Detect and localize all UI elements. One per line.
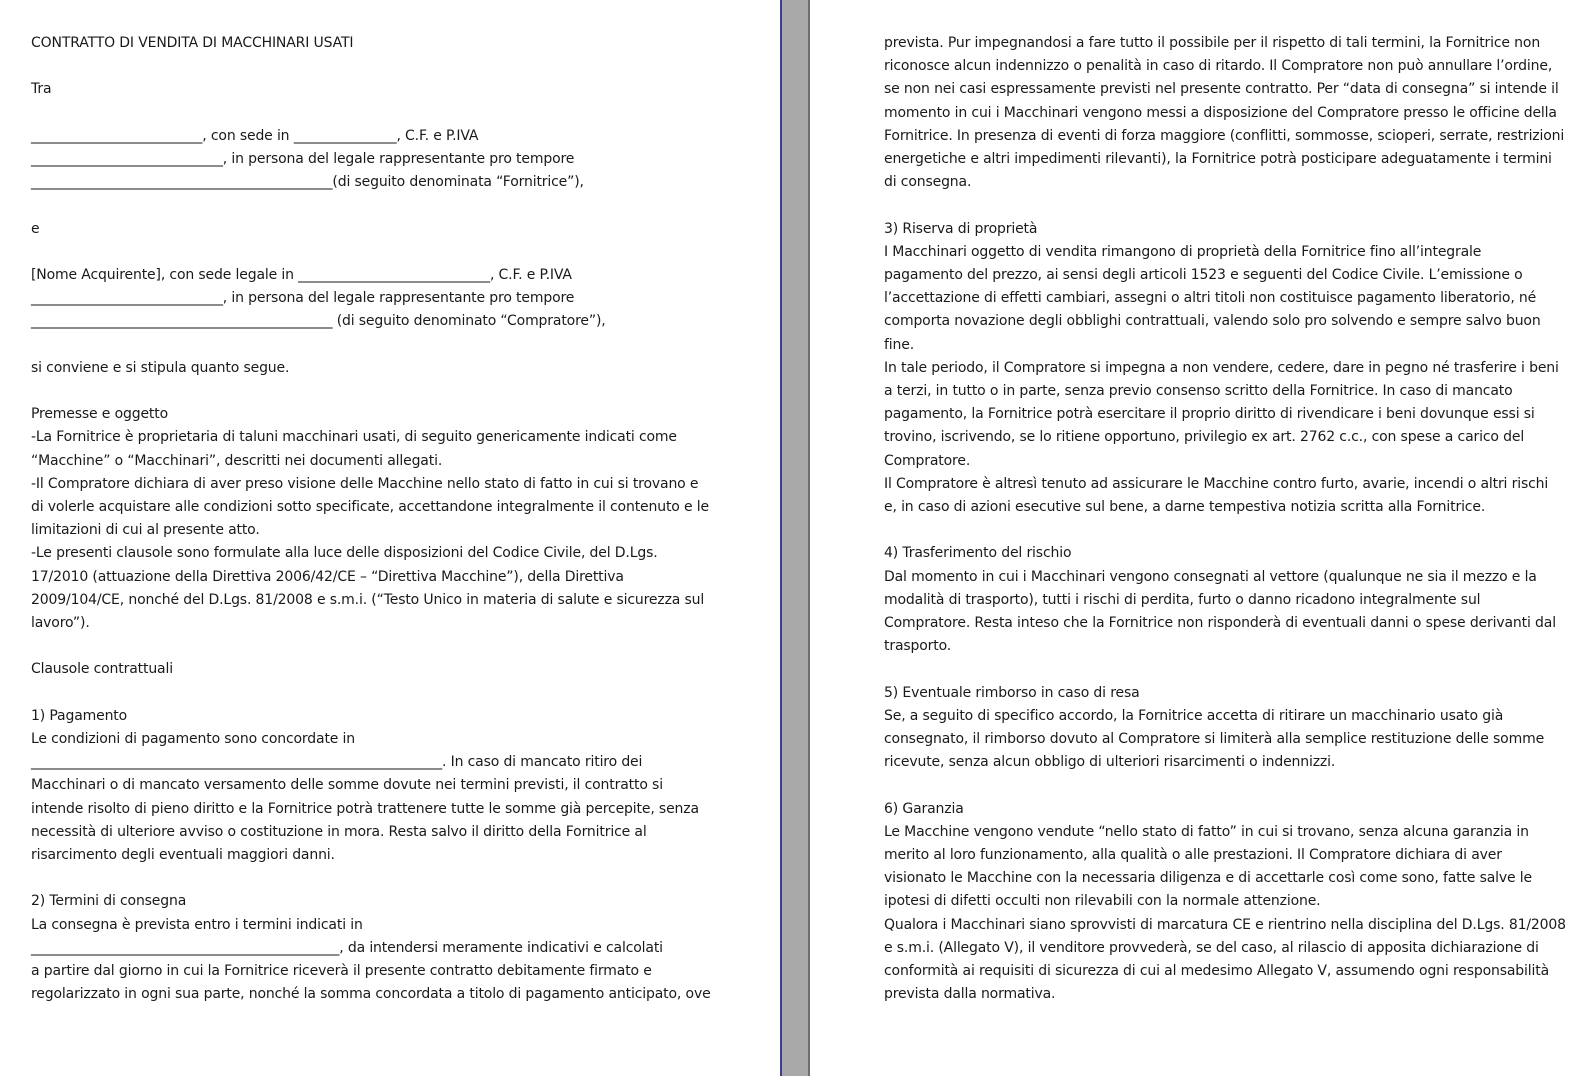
text-line: pagamento del prezzo, ai sensi degli articoli 1523 e seguenti del Codice Civile. L’emissione o	[884, 267, 1523, 283]
text-line: Clausole contrattuali	[31, 661, 173, 678]
text-line: _____________________________________________, da intendersi meramente indicativi e calcolati	[31, 939, 663, 956]
text-line: a terzi, in tutto o in parte, senza previo consenso scritto della Fornitrice. In caso di mancato	[884, 383, 1513, 399]
text-line: regolarizzato in ogni sua parte, nonché la somma concordata a titolo di pagamento anticipato, ove	[31, 986, 711, 1003]
text-line: Tra	[31, 81, 52, 98]
document-page-left	[0, 0, 780, 1076]
text-line: limitazioni di cui al presente atto.	[31, 522, 260, 539]
text-line: 1) Pagamento	[31, 707, 128, 724]
text-line: Qualora i Macchinari siano sprovvisti di marcatura CE e rientrino nella disciplina del D.Lgs. 81/2008	[884, 916, 1566, 933]
text-line: Le condizioni di pagamento sono concordate in	[31, 731, 356, 747]
text-line: 2) Termini di consegna	[31, 893, 187, 910]
text-line: Fornitrice. In presenza di eventi di forza maggiore (conflitti, sommosse, scioperi, serrate, restrizioni	[884, 127, 1565, 144]
text-line: se non nei casi espressamente previsti nel presente contratto. Per “data di consegna” si intende il	[884, 81, 1559, 98]
text-line: La consegna è prevista entro i termini indicati in	[31, 916, 363, 933]
text-line: lavoro”).	[31, 615, 90, 631]
text-line: energetiche e altri impedimenti rilevanti), la Fornitrice potrà posticipare adeguatamente i termini	[884, 151, 1552, 167]
text-line: ____________________________________________________________. In caso di mancato ritiro dei	[31, 754, 643, 771]
text-line: visionato le Macchine con la necessaria diligenza e di accettarle così come sono, fatte salve le	[884, 870, 1533, 887]
text-line: Compratore.	[884, 452, 971, 469]
text-line: modalità di trasporto), tutti i rischi di perdita, furto o danno ricadono integralmente sul	[884, 591, 1481, 608]
text-line: -La Fornitrice è proprietaria di taluni macchinari usati, di seguito genericamente indicati come	[31, 429, 677, 446]
text-line: CONTRATTO DI VENDITA DI MACCHINARI USATI	[31, 35, 354, 51]
text-line: 3) Riserva di proprietà	[884, 220, 1038, 237]
text-line: di consegna.	[884, 174, 972, 191]
text-line: Macchinari o di mancato versamento delle somme dovute nei termini previsti, il contratto si	[31, 777, 663, 794]
page-gutter	[780, 0, 810, 1076]
text-line: riconosce alcun indennizzo o penalità in caso di ritardo. Il Compratore non può annullare l’ordine,	[884, 58, 1553, 75]
text-line: 2009/104/CE, nonché del D.Lgs. 81/2008 e s.m.i. (“Testo Unico in materia di salute e sicurezza sul	[31, 591, 705, 608]
text-line: si conviene e si stipula quanto segue.	[31, 359, 290, 376]
text-line: “Macchine” o “Macchinari”, descritti nei documenti allegati.	[31, 452, 443, 469]
text-line: consegnato, il rimborso dovuto al Compratore si limiterà alla semplice restituzione delle somme	[884, 731, 1545, 747]
text-line: [Nome Acquirente], con sede legale in ____________________________, C.F. e P.IVA	[31, 267, 572, 283]
text-line: l’accettazione di effetti cambiari, assegni o altri titoli non costituisce pagamento liberatorio, né	[884, 290, 1537, 307]
text-line: prevista dalla normativa.	[884, 986, 1056, 1003]
text-line: intende risolto di pieno diritto e la Fornitrice potrà trattenere tutte le somme già percepite, senza	[31, 800, 699, 817]
text-line: momento in cui i Macchinari vengono messi a disposizione del Compratore presso le officine della	[884, 104, 1557, 121]
text-line: e, in caso di azioni esecutive sul bene, a darne tempestiva notizia scritta alla Fornitrice.	[884, 499, 1486, 515]
text-line: -Le presenti clausole sono formulate alla luce delle disposizioni del Codice Civile, del D.Lgs.	[31, 545, 658, 562]
text-line: pagamento, la Fornitrice potrà esercitare il proprio diritto di rivendicare i beni dovunque essi si	[884, 406, 1535, 423]
text-line: 5) Eventuale rimborso in caso di resa	[884, 684, 1140, 701]
document-page-right	[810, 0, 1591, 1076]
text-line: ipotesi di difetti occulti non rilevabili con la normale attenzione.	[884, 893, 1321, 910]
text-line: di volerle acquistare alle condizioni sotto specificate, accettandone integralmente il contenuto e le	[31, 499, 709, 515]
text-line: ____________________________________________(di seguito denominata “Fornitrice”),	[31, 174, 584, 191]
text-line: merito al loro funzionamento, alla qualità o alle prestazioni. Il Compratore dichiara di aver	[884, 847, 1502, 863]
text-line: e s.m.i. (Allegato V), il venditore provvederà, se del caso, al rilascio di apposita dichiarazione di	[884, 939, 1539, 956]
text-line: a partire dal giorno in cui la Fornitrice riceverà il presente contratto debitamente firmato e	[31, 963, 652, 979]
text-line: 6) Garanzia	[884, 800, 964, 817]
text-line: ____________________________________________ (di seguito denominato “Compratore”),	[31, 313, 606, 330]
text-line: ____________________________, in persona del legale rappresentante pro tempore	[31, 151, 575, 167]
text-line: comporta novazione degli obblighi contrattuali, valendo solo pro solvendo e sempre salvo buon	[884, 313, 1541, 330]
text-line: Dal momento in cui i Macchinari vengono consegnati al vettore (qualunque ne sia il mezzo e la	[884, 568, 1537, 585]
text-line: conformità ai requisiti di sicurezza di cui al medesimo Allegato V, assumendo ogni responsabilità	[884, 963, 1550, 979]
text-line: _________________________, con sede in _______________, C.F. e P.IVA	[31, 127, 479, 144]
text-line: trasporto.	[884, 638, 952, 655]
text-line: risarcimento degli eventuali maggiori danni.	[31, 847, 335, 863]
text-line: e	[31, 220, 40, 237]
text-line: Compratore. Resta inteso che la Fornitrice non risponderà di eventuali danni o spese derivanti dal	[884, 615, 1556, 631]
text-line: prevista. Pur impegnandosi a fare tutto il possibile per il rispetto di tali termini, la Fornitrice non	[884, 35, 1541, 51]
text-line: Se, a seguito di specifico accordo, la Fornitrice accetta di ritirare un macchinario usato già	[884, 707, 1504, 724]
text-line: -Il Compratore dichiara di aver preso visione delle Macchine nello stato di fatto in cui si trovano e	[31, 475, 699, 492]
text-line: ricevute, senza alcun obbligo di ulteriori risarcimenti o indennizzi.	[884, 754, 1336, 771]
text-line: Le Macchine vengono vendute “nello stato di fatto” in cui si trovano, senza alcuna garanzia in	[884, 823, 1529, 840]
text-line: Premesse e oggetto	[31, 406, 169, 423]
text-line: ____________________________, in persona del legale rappresentante pro tempore	[31, 290, 575, 307]
text-line: trovino, iscrivendo, se lo ritiene opportuno, privilegio ex art. 2762 c.c., con spese a carico del	[884, 429, 1525, 446]
text-line: I Macchinari oggetto di vendita rimangono di proprietà della Fornitrice fino all’integrale	[884, 243, 1482, 260]
text-line: 17/2010 (attuazione della Direttiva 2006/42/CE – “Direttiva Macchine”), della Direttiva	[31, 568, 624, 585]
text-line: 4) Trasferimento del rischio	[884, 545, 1072, 562]
text-line: In tale periodo, il Compratore si impegna a non vendere, cedere, dare in pegno né trasferire i beni	[884, 359, 1559, 376]
text-line: fine.	[884, 336, 915, 353]
text-line: necessità di ulteriore avviso o costituzione in mora. Resta salvo il diritto della Fornitrice al	[31, 823, 647, 840]
text-line: Il Compratore è altresì tenuto ad assicurare le Macchine contro furto, avarie, incendi o altri rischi	[884, 475, 1549, 492]
